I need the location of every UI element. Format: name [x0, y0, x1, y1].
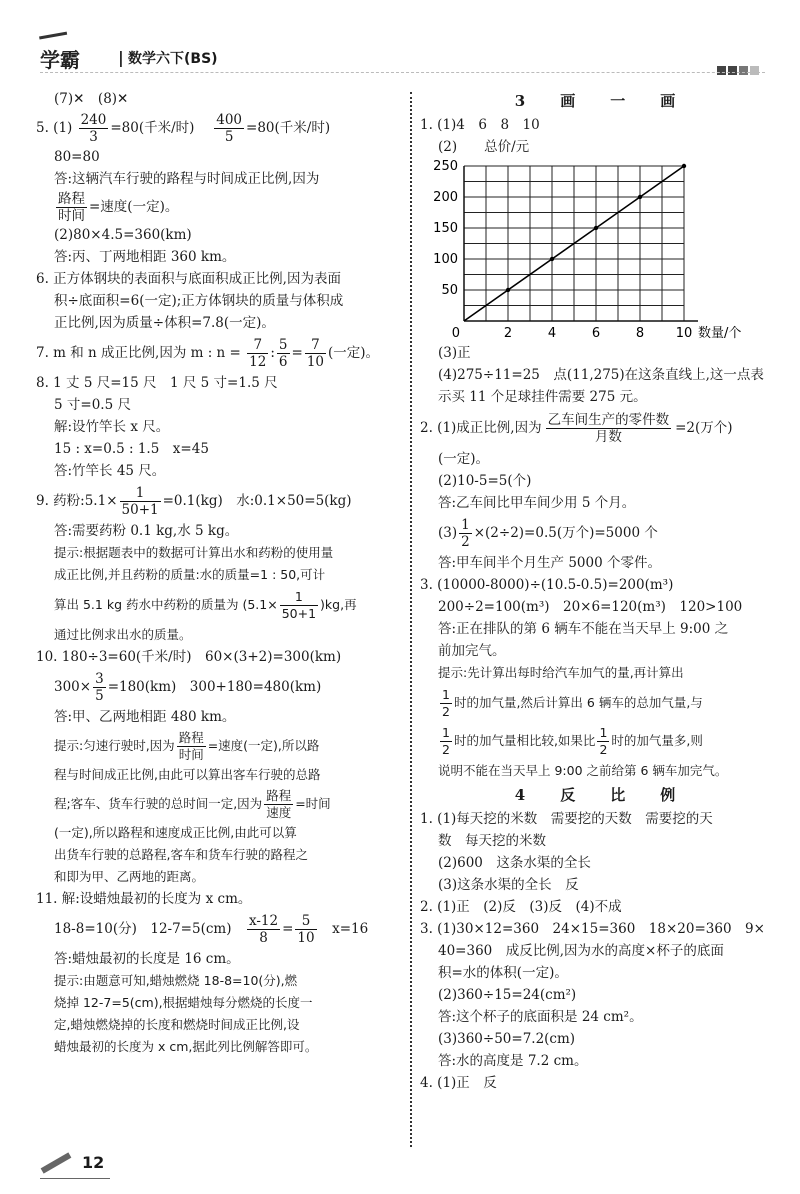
- pencil-icon: [41, 1152, 72, 1173]
- hint-line: 算出 5.1 kg 药水中药粉的质量为 (5.1× $\frac{1}{50+1}$ )kg,再: [54, 589, 357, 621]
- x-tick-label: 10: [675, 326, 693, 341]
- origin-label: 0: [451, 326, 460, 341]
- answer-line: (4)275÷11=25 点(11,275)在这条直线上,这一点表: [438, 367, 764, 383]
- answer-line: 9. 药粉:5.1× $\frac{1}{50+1}$ =0.1(kg) 水:0.1×50=5(kg): [36, 485, 352, 518]
- answer-line: 1. (1)4 6 8 10: [420, 117, 540, 133]
- answer-line: 正比例,因为质量÷体积=7.8(一定)。: [54, 315, 275, 331]
- answer-line: 2. (1)正 (2)反 (3)反 (4)不成: [420, 899, 622, 915]
- answer-line: 300× $\frac{3}{5}$ =180(km) 300+180=480(km): [54, 671, 322, 704]
- page-header: [40, 42, 765, 82]
- hint-line: 和即为甲、乙两地的距离。: [54, 869, 205, 884]
- answer-line: 8. 1 丈 5 尺=15 尺 1 尺 5 寸=1.5 尺: [36, 375, 278, 391]
- answer-line: 200÷2=100(m³) 20×6=120(m³) 120>100: [438, 599, 743, 615]
- brand-logo: 学霸: [40, 48, 80, 72]
- answer-line: 答:甲、乙两地相距 480 km。: [54, 709, 236, 725]
- answer-line: (2)80×4.5=360(km): [54, 227, 192, 243]
- hint-line: $\frac{1}{2}$ 时的加气量相比较,如果比 $\frac{1}{2}$ 时的加气量多,则: [442, 725, 703, 757]
- header-decor-blocks: [715, 60, 759, 79]
- answer-line: 80=80: [54, 149, 100, 165]
- footer-rule: [40, 1178, 110, 1179]
- answer-line: (3)正: [438, 345, 471, 361]
- answer-line: 10. 180÷3=60(千米/时) 60×(3+2)=300(km): [36, 649, 342, 665]
- chart-title: 总价/元: [484, 139, 530, 155]
- hint-line: 提示:由题意可知,蜡烛燃烧 18-8=10(分),燃: [54, 973, 298, 988]
- answer-line: 答:正在排队的第 6 辆车不能在当天早上 9:00 之: [438, 621, 729, 637]
- x-tick-label: 8: [635, 326, 645, 341]
- answer-line: (一定)。: [438, 451, 490, 467]
- x-tick-label: 4: [547, 326, 557, 341]
- answer-line: 积=水的体积(一定)。: [438, 965, 568, 981]
- hint-line: 说明不能在当天早上 9:00 之前给第 6 辆车加完气。: [438, 763, 728, 778]
- answer-line: 答:水的高度是 7.2 cm。: [438, 1053, 588, 1069]
- hint-line: 程与时间成正比例,由此可以算出客车行驶的总路: [54, 767, 321, 782]
- left-column: [36, 88, 402, 1058]
- hint-line: 蜡烛最初的长度为 x cm,据此列比例解答即可。: [54, 1039, 318, 1054]
- hint-line: 提示:根据题表中的数据可计算出水和药粉的使用量: [54, 545, 334, 560]
- answer-line: 答:丙、丁两地相距 360 km。: [54, 249, 236, 265]
- answer-line: 18-8=10(分) 12-7=5(cm) $\frac{x-12}{8}$ = $\frac{5}{10}$ x=16: [54, 913, 369, 946]
- answer-line: 40=360 成反比例,因为水的高度×杯子的底面: [438, 943, 724, 959]
- data-point: [638, 195, 642, 199]
- answer-line: 6. 正方体钢块的表面积与底面积成正比例,因为表面: [36, 271, 341, 287]
- data-point: [594, 226, 598, 230]
- hint-line: 提示:先计算出每时给汽车加气的量,再计算出: [438, 665, 684, 680]
- hint-line: 出货车行驶的总路程,客车和货车行驶的路程之: [54, 847, 308, 862]
- answer-line: 答:这辆汽车行驶的路程与时间成正比例,因为: [54, 171, 320, 187]
- answer-line: (3) $\frac{1}{2}$ ×(2÷2)=0.5(万个)=5000 个: [438, 517, 658, 550]
- hint-line: $\frac{1}{2}$ 时的加气量,然后计算出 6 辆车的总加气量,与: [442, 687, 703, 719]
- section-heading: 4 反 比 例: [514, 786, 686, 804]
- answer-line: 15 : x=0.5 : 1.5 x=45: [54, 441, 209, 457]
- hint-line: 程;客车、货车行驶的总时间一定,因为 $\frac{\text{路程}}{\text{速度}}$ =时间: [54, 788, 331, 820]
- section-heading: 3 画 一 画: [514, 92, 686, 110]
- column-divider: [410, 92, 412, 1147]
- answer-line: (7)✕ (8)✕: [54, 91, 129, 107]
- answer-line: (3)这条水渠的全长 反: [438, 877, 579, 893]
- subject-title: 数学六下(BS): [128, 51, 218, 67]
- data-point: [506, 288, 510, 292]
- answer-line: (2)600 这条水渠的全长: [438, 855, 591, 871]
- answer-line: 积÷底面积=6(一定);正方体钢块的质量与体积成: [54, 293, 344, 309]
- answer-line: 5. (1) $\frac{240}{3}$ =80(千米/时) $\frac{400}{5}$ =80(千米/时): [36, 112, 331, 145]
- hint-line: 成正比例,并且药粉的质量:水的质量=1 : 50,可计: [54, 567, 326, 582]
- answer-line: 答:竹竿长 45 尺。: [54, 463, 166, 479]
- y-tick-label: 100: [433, 252, 458, 267]
- answer-line: 示买 11 个足球挂件需要 275 元。: [438, 389, 647, 405]
- data-point: [682, 164, 686, 168]
- x-tick-label: 6: [591, 326, 601, 341]
- answer-line: (3)360÷50=7.2(cm): [438, 1031, 576, 1047]
- x-axis-label: 数量/个: [698, 326, 742, 341]
- answer-line: 数 每天挖的米数: [438, 833, 546, 849]
- data-point: [550, 257, 554, 261]
- answer-line: 7. m 和 n 成正比例,因为 m : n = $\frac{7}{12}$ : $\frac{5}{6}$ = $\frac{7}{10}$ (一定)。: [36, 337, 380, 370]
- hint-line: 通过比例求出水的质量。: [54, 627, 192, 642]
- y-tick-label: 200: [433, 190, 458, 205]
- answer-line: 1. (1)每天挖的米数 需要挖的天数 需要挖的天: [420, 811, 713, 827]
- answer-line: 解:设竹竿长 x 尺。: [54, 419, 170, 435]
- answer-line: 5 寸=0.5 尺: [54, 397, 131, 413]
- answer-line: 答:乙车间比甲车间少用 5 个月。: [438, 495, 636, 511]
- answer-line: 3. (1)30×12=360 24×15=360 18×20=360 9×: [420, 921, 765, 937]
- y-tick-label: 50: [441, 283, 458, 298]
- answer-line: 11. 解:设蜡烛最初的长度为 x cm。: [36, 891, 252, 907]
- answer-line: 前加完气。: [438, 643, 506, 659]
- answer-line: 3. (10000-8000)÷(10.5-0.5)=200(m³): [420, 577, 674, 593]
- answer-line: (2) 总价/元: [438, 139, 530, 155]
- answer-line: 答:这个杯子的底面积是 24 cm²。: [438, 1009, 643, 1025]
- hint-line: 定,蜡烛燃烧掉的长度和燃烧时间成正比例,设: [54, 1017, 300, 1032]
- x-tick-label: 2: [503, 326, 513, 341]
- hint-line: (一定),所以路程和速度成正比例,由此可以算: [54, 825, 297, 840]
- page-number: 12: [82, 1153, 105, 1172]
- answer-line: 答:甲车间半个月生产 5000 个零件。: [438, 555, 661, 571]
- answer-line: $\frac{\text{路程}}{\text{时间}}$ =速度(一定)。: [58, 191, 179, 224]
- hint-line: 提示:匀速行驶时,因为 $\frac{\text{路程}}{\text{时间}}$ =速度(一定),所以路: [54, 730, 320, 762]
- answer-line: (2)10-5=5(个): [438, 473, 532, 489]
- y-tick-label: 150: [433, 221, 458, 236]
- answer-line: (2)360÷15=24(cm²): [438, 987, 577, 1003]
- answer-line: 2. (1)成正比例,因为 $\frac{\text{乙车间生产的零件数}}{\text{月数}}$ =2(万个): [420, 412, 733, 445]
- y-tick-label: 250: [433, 159, 458, 174]
- price-quantity-chart: [426, 158, 756, 342]
- right-column: [420, 88, 780, 1094]
- answer-line: 4. (1)正 反: [420, 1075, 497, 1091]
- header-rule: [40, 72, 765, 73]
- header-separator: |: [118, 48, 124, 67]
- answer-line: 答:需要药粉 0.1 kg,水 5 kg。: [54, 523, 239, 539]
- answer-line: 答:蜡烛最初的长度是 16 cm。: [54, 951, 240, 967]
- hint-line: 烧掉 12-7=5(cm),根据蜡烛每分燃烧的长度一: [54, 995, 313, 1010]
